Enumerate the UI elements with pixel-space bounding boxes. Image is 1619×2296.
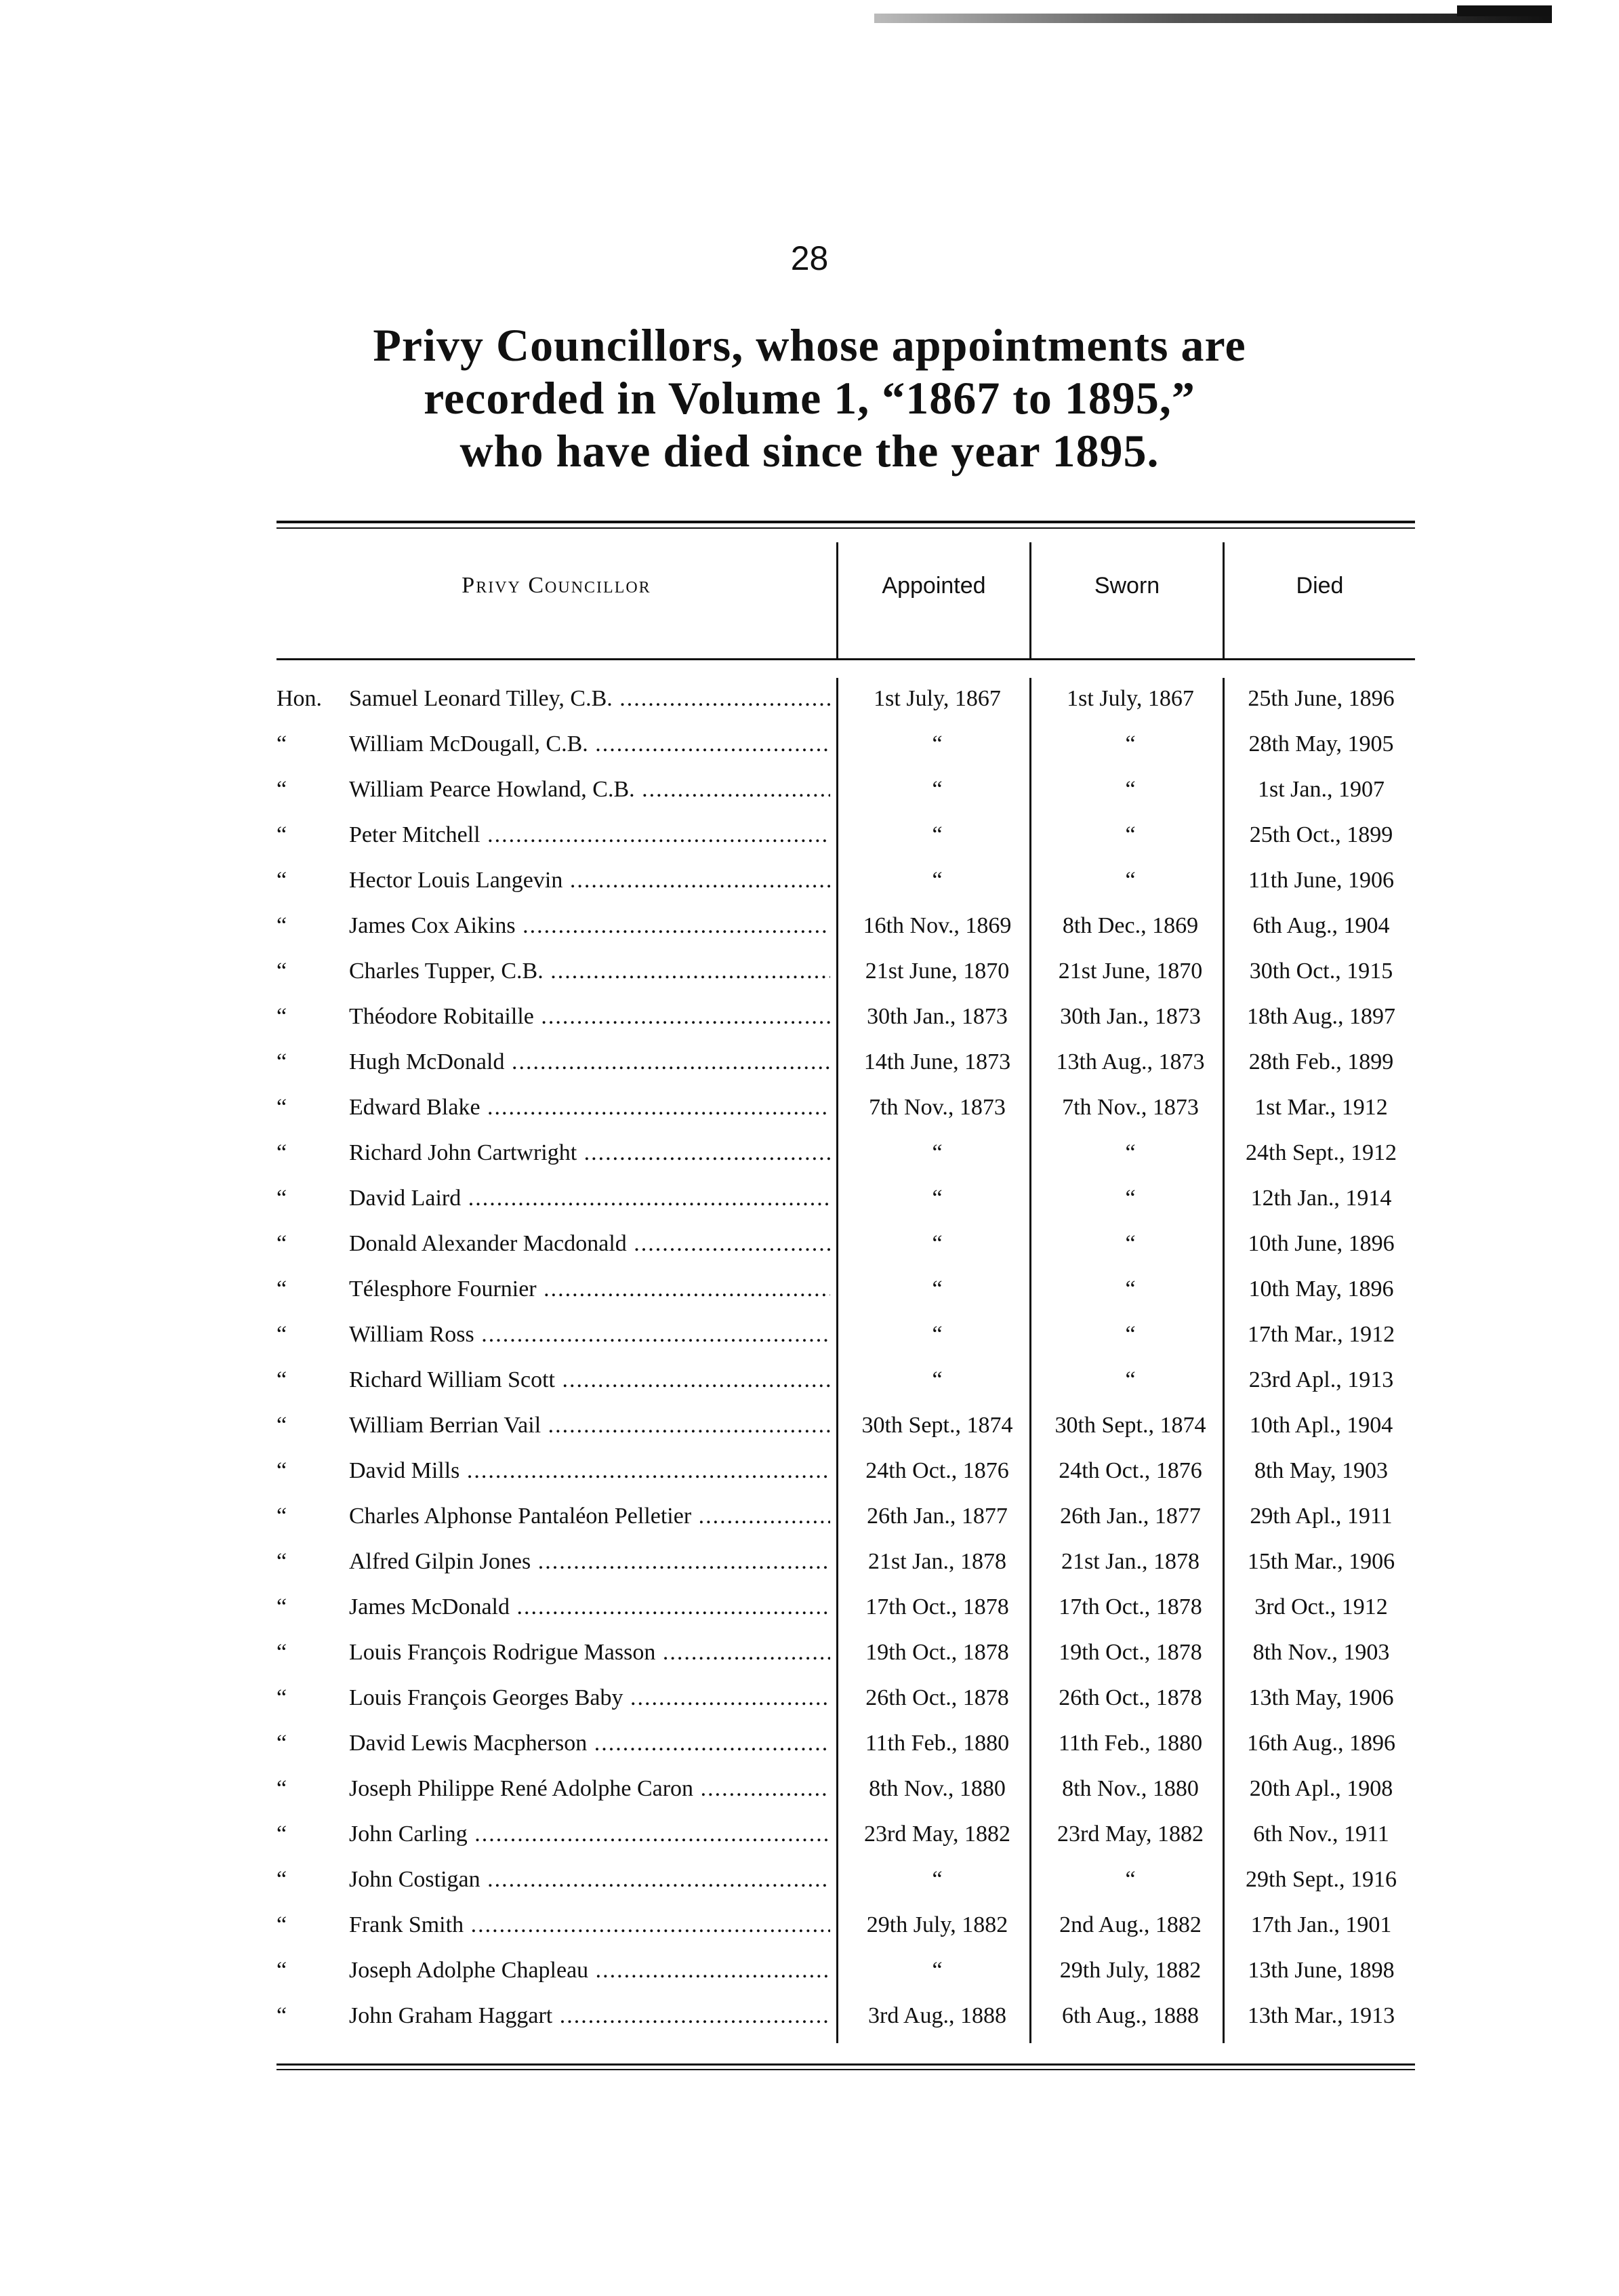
councillor-name: Frank Smith .....	[349, 1912, 830, 1938]
table-row	[276, 769, 1415, 814]
title-line-2: recorded in Volume 1, “1867 to 1895,”	[424, 372, 1195, 424]
row-prefix: “	[276, 1322, 287, 1347]
table-row	[276, 1495, 1415, 1541]
councillor-name: Edward Blake .....	[349, 1095, 830, 1121]
row-prefix: “	[276, 1912, 287, 1937]
row-prefix: “	[276, 1867, 287, 1892]
sworn-date: “	[1125, 731, 1136, 757]
header-died: Died	[1296, 573, 1344, 599]
row-prefix: “	[276, 1685, 287, 1710]
appointed-date: “	[932, 822, 943, 847]
appointed-date: 26th Jan., 1877	[867, 1504, 1008, 1529]
appointed-date: “	[932, 1322, 943, 1347]
councillor-name: Donald Alexander Macdonald .....	[349, 1231, 830, 1257]
sworn-date: 30th Sept., 1874	[1054, 1413, 1206, 1438]
councillor-name: John Graham Haggart .....	[349, 2003, 830, 2029]
row-prefix: “	[276, 959, 287, 984]
appointed-date: 30th Sept., 1874	[861, 1413, 1013, 1438]
table-row	[276, 950, 1415, 996]
sworn-date: 8th Dec., 1869	[1062, 913, 1199, 938]
table-row	[276, 1541, 1415, 1586]
appointed-date: 19th Oct., 1878	[865, 1640, 1009, 1665]
sworn-date: “	[1125, 1322, 1136, 1347]
appointed-date: 11th Feb., 1880	[865, 1731, 1010, 1756]
sworn-date: 8th Nov., 1880	[1062, 1776, 1199, 1801]
row-prefix: “	[276, 1004, 287, 1029]
table-row	[276, 1995, 1415, 2040]
sworn-date: “	[1125, 1186, 1136, 1211]
sworn-date: “	[1125, 1276, 1136, 1302]
title-line-3: who have died since the year 1895.	[459, 425, 1160, 477]
table-row	[276, 1813, 1415, 1859]
councillor-name: Richard John Cartwright .....	[349, 1140, 830, 1166]
sworn-date: “	[1125, 1867, 1136, 1892]
councillor-name: Samuel Leonard Tilley, C.B. .....	[349, 686, 830, 712]
table-row	[276, 1087, 1415, 1132]
appointed-date: 3rd Aug., 1888	[868, 2003, 1006, 2028]
sworn-date: 11th Feb., 1880	[1058, 1731, 1203, 1756]
died-date: 24th Sept., 1912	[1246, 1140, 1397, 1165]
councillor-name: Hugh McDonald .....	[349, 1049, 830, 1075]
died-date: 29th Sept., 1916	[1246, 1867, 1397, 1892]
councillor-name: James Cox Aikins .....	[349, 913, 830, 939]
died-date: 6th Nov., 1911	[1253, 1821, 1389, 1847]
councillor-name: Louis François Rodrigue Masson .....	[349, 1640, 830, 1666]
died-date: 15th Mar., 1906	[1247, 1549, 1395, 1574]
appointed-date: 24th Oct., 1876	[865, 1458, 1009, 1483]
row-prefix: “	[276, 1731, 287, 1756]
councillor-name: John Carling .....	[349, 1821, 830, 1847]
table-top-rule	[276, 521, 1415, 523]
sworn-date: 1st July, 1867	[1067, 686, 1194, 711]
sworn-date: 7th Nov., 1873	[1062, 1095, 1199, 1120]
councillor-name: David Lewis Macpherson .....	[349, 1731, 830, 1756]
table-row	[276, 1586, 1415, 1632]
died-date: 17th Mar., 1912	[1247, 1322, 1395, 1347]
table-row	[276, 814, 1415, 860]
header-sworn: Sworn	[1094, 573, 1160, 599]
died-date: 18th Aug., 1897	[1246, 1004, 1396, 1029]
appointed-date: “	[932, 1958, 943, 1983]
table-row	[276, 678, 1415, 723]
row-prefix: “	[276, 822, 287, 847]
appointed-date: 23rd May, 1882	[864, 1821, 1010, 1847]
row-prefix: “	[276, 2003, 287, 2028]
councillor-name: Joseph Philippe René Adolphe Caron .....	[349, 1776, 830, 1802]
header-divider	[1029, 542, 1031, 658]
died-date: 17th Jan., 1901	[1250, 1912, 1392, 1937]
page-title	[0, 319, 1619, 477]
row-prefix: “	[276, 1458, 287, 1483]
died-date: 3rd Oct., 1912	[1254, 1594, 1388, 1619]
died-date: 28th May, 1905	[1248, 731, 1394, 757]
councillor-name: Peter Mitchell .....	[349, 822, 830, 848]
row-prefix: “	[276, 868, 287, 893]
scan-artifact-bar	[874, 14, 1552, 23]
appointed-date: 7th Nov., 1873	[869, 1095, 1006, 1120]
councillor-table-body	[276, 678, 1415, 2040]
councillor-name: Charles Tupper, C.B. .....	[349, 959, 830, 984]
appointed-date: 1st July, 1867	[874, 686, 1001, 711]
died-date: 20th Apl., 1908	[1249, 1776, 1393, 1801]
table-row	[276, 723, 1415, 769]
appointed-date: 8th Nov., 1880	[869, 1776, 1006, 1801]
page-number: 28	[790, 239, 829, 277]
sworn-date: “	[1125, 1367, 1136, 1392]
sworn-date: 30th Jan., 1873	[1060, 1004, 1201, 1029]
row-prefix: Hon.	[276, 686, 323, 711]
row-prefix: “	[276, 1231, 287, 1256]
councillor-name: David Laird .....	[349, 1186, 830, 1211]
died-date: 25th Oct., 1899	[1249, 822, 1393, 847]
died-date: 16th Aug., 1896	[1246, 1731, 1396, 1756]
header-bottom-rule	[276, 658, 1415, 660]
row-prefix: “	[276, 1049, 287, 1074]
councillor-name: John Costigan .....	[349, 1867, 830, 1893]
row-prefix: “	[276, 1367, 287, 1392]
table-bottom-rule	[276, 2063, 1415, 2066]
table-row	[276, 1041, 1415, 1087]
sworn-date: 26th Jan., 1877	[1060, 1504, 1201, 1529]
sworn-date: 24th Oct., 1876	[1059, 1458, 1202, 1483]
table-row	[276, 1632, 1415, 1677]
councillor-name: James McDonald .....	[349, 1594, 830, 1620]
table-row	[276, 1950, 1415, 1995]
died-date: 13th May, 1906	[1248, 1685, 1394, 1710]
died-date: 23rd Apl., 1913	[1248, 1367, 1394, 1392]
appointed-date: 29th July, 1882	[866, 1912, 1008, 1937]
died-date: 8th May, 1903	[1254, 1458, 1389, 1483]
appointed-date: 17th Oct., 1878	[865, 1594, 1009, 1619]
councillor-name: William Ross .....	[349, 1322, 830, 1348]
row-prefix: “	[276, 1958, 287, 1983]
title-line-1: Privy Councillors, whose appointments are	[373, 319, 1246, 371]
scan-artifact-mark	[1457, 5, 1552, 16]
appointed-date: 14th June, 1873	[863, 1049, 1011, 1074]
table-row	[276, 1768, 1415, 1813]
died-date: 1st Jan., 1907	[1258, 777, 1385, 802]
row-prefix: “	[276, 1821, 287, 1847]
table-row	[276, 1314, 1415, 1359]
appointed-date: “	[932, 1186, 943, 1211]
sworn-date: “	[1125, 868, 1136, 893]
row-prefix: “	[276, 1594, 287, 1619]
table-row	[276, 1859, 1415, 1904]
header-privy-councillor: Privy Councillor	[462, 573, 651, 598]
row-prefix: “	[276, 1776, 287, 1801]
died-date: 10th Apl., 1904	[1249, 1413, 1393, 1438]
sworn-date: 13th Aug., 1873	[1056, 1049, 1205, 1074]
councillor-name: Théodore Robitaille .....	[349, 1004, 830, 1030]
row-prefix: “	[276, 1640, 287, 1665]
died-date: 11th June, 1906	[1248, 868, 1394, 893]
row-prefix: “	[276, 1413, 287, 1438]
table-bottom-rule-thin	[276, 2069, 1415, 2070]
appointed-date: 30th Jan., 1873	[867, 1004, 1008, 1029]
sworn-date: “	[1125, 822, 1136, 847]
header-appointed: Appointed	[882, 573, 986, 599]
row-prefix: “	[276, 777, 287, 802]
header-divider	[836, 542, 838, 658]
appointed-date: “	[932, 1276, 943, 1302]
appointed-date: “	[932, 868, 943, 893]
appointed-date: “	[932, 1367, 943, 1392]
table-row	[276, 1223, 1415, 1268]
sworn-date: 23rd May, 1882	[1057, 1821, 1204, 1847]
died-date: 8th Nov., 1903	[1252, 1640, 1390, 1665]
sworn-date: 2nd Aug., 1882	[1059, 1912, 1202, 1937]
appointed-date: “	[932, 1867, 943, 1892]
row-prefix: “	[276, 1140, 287, 1165]
sworn-date: “	[1125, 1140, 1136, 1165]
row-prefix: “	[276, 1095, 287, 1120]
table-row	[276, 1723, 1415, 1768]
sworn-date: 17th Oct., 1878	[1059, 1594, 1202, 1619]
sworn-date: 6th Aug., 1888	[1061, 2003, 1200, 2028]
councillor-name: Louis François Georges Baby .....	[349, 1685, 830, 1711]
row-prefix: “	[276, 1276, 287, 1302]
table-row	[276, 1359, 1415, 1405]
sworn-date: 21st Jan., 1878	[1061, 1549, 1200, 1574]
table-row	[276, 1405, 1415, 1450]
appointed-date: 21st Jan., 1878	[868, 1549, 1006, 1574]
header-divider	[1223, 542, 1225, 658]
died-date: 25th June, 1896	[1248, 686, 1395, 711]
row-prefix: “	[276, 913, 287, 938]
appointed-date: 16th Nov., 1869	[863, 913, 1012, 938]
died-date: 10th May, 1896	[1248, 1276, 1394, 1302]
row-prefix: “	[276, 1549, 287, 1574]
died-date: 28th Feb., 1899	[1248, 1049, 1394, 1074]
councillor-name: Hector Louis Langevin .....	[349, 868, 830, 893]
table-row	[276, 996, 1415, 1041]
appointed-date: “	[932, 1140, 943, 1165]
table-top-rule-thin	[276, 527, 1415, 529]
councillor-name: Charles Alphonse Pantaléon Pelletier .....	[349, 1504, 830, 1529]
row-prefix: “	[276, 1504, 287, 1529]
appointed-date: “	[932, 1231, 943, 1256]
table-row	[276, 1450, 1415, 1495]
sworn-date: 26th Oct., 1878	[1059, 1685, 1202, 1710]
died-date: 6th Aug., 1904	[1252, 913, 1390, 938]
appointed-date: 21st June, 1870	[865, 959, 1010, 984]
died-date: 13th June, 1898	[1248, 1958, 1395, 1983]
died-date: 12th Jan., 1914	[1250, 1186, 1392, 1211]
table-row	[276, 905, 1415, 950]
councillor-name: Alfred Gilpin Jones .....	[349, 1549, 830, 1575]
councillor-name: Richard William Scott .....	[349, 1367, 830, 1393]
table-row	[276, 1677, 1415, 1723]
died-date: 13th Mar., 1913	[1247, 2003, 1395, 2028]
councillor-name: David Mills .....	[349, 1458, 830, 1484]
sworn-date: “	[1125, 1231, 1136, 1256]
died-date: 30th Oct., 1915	[1249, 959, 1393, 984]
councillor-name: William Berrian Vail .....	[349, 1413, 830, 1438]
councillor-name: Télesphore Fournier .....	[349, 1276, 830, 1302]
appointed-date: “	[932, 777, 943, 802]
row-prefix: “	[276, 731, 287, 757]
councillor-name: William McDougall, C.B. .....	[349, 731, 830, 757]
table-row	[276, 1132, 1415, 1177]
sworn-date: “	[1125, 777, 1136, 802]
sworn-date: 29th July, 1882	[1059, 1958, 1202, 1983]
table-row	[276, 1268, 1415, 1314]
appointed-date: “	[932, 731, 943, 757]
councillor-name: William Pearce Howland, C.B. .....	[349, 777, 830, 803]
councillor-name: Joseph Adolphe Chapleau .....	[349, 1958, 830, 1983]
table-row	[276, 1177, 1415, 1223]
table-row	[276, 1904, 1415, 1950]
appointed-date: 26th Oct., 1878	[865, 1685, 1009, 1710]
sworn-date: 19th Oct., 1878	[1059, 1640, 1202, 1665]
sworn-date: 21st June, 1870	[1058, 959, 1203, 984]
row-prefix: “	[276, 1186, 287, 1211]
table-row	[276, 860, 1415, 905]
died-date: 10th June, 1896	[1248, 1231, 1395, 1256]
died-date: 1st Mar., 1912	[1254, 1095, 1388, 1120]
died-date: 29th Apl., 1911	[1250, 1504, 1393, 1529]
